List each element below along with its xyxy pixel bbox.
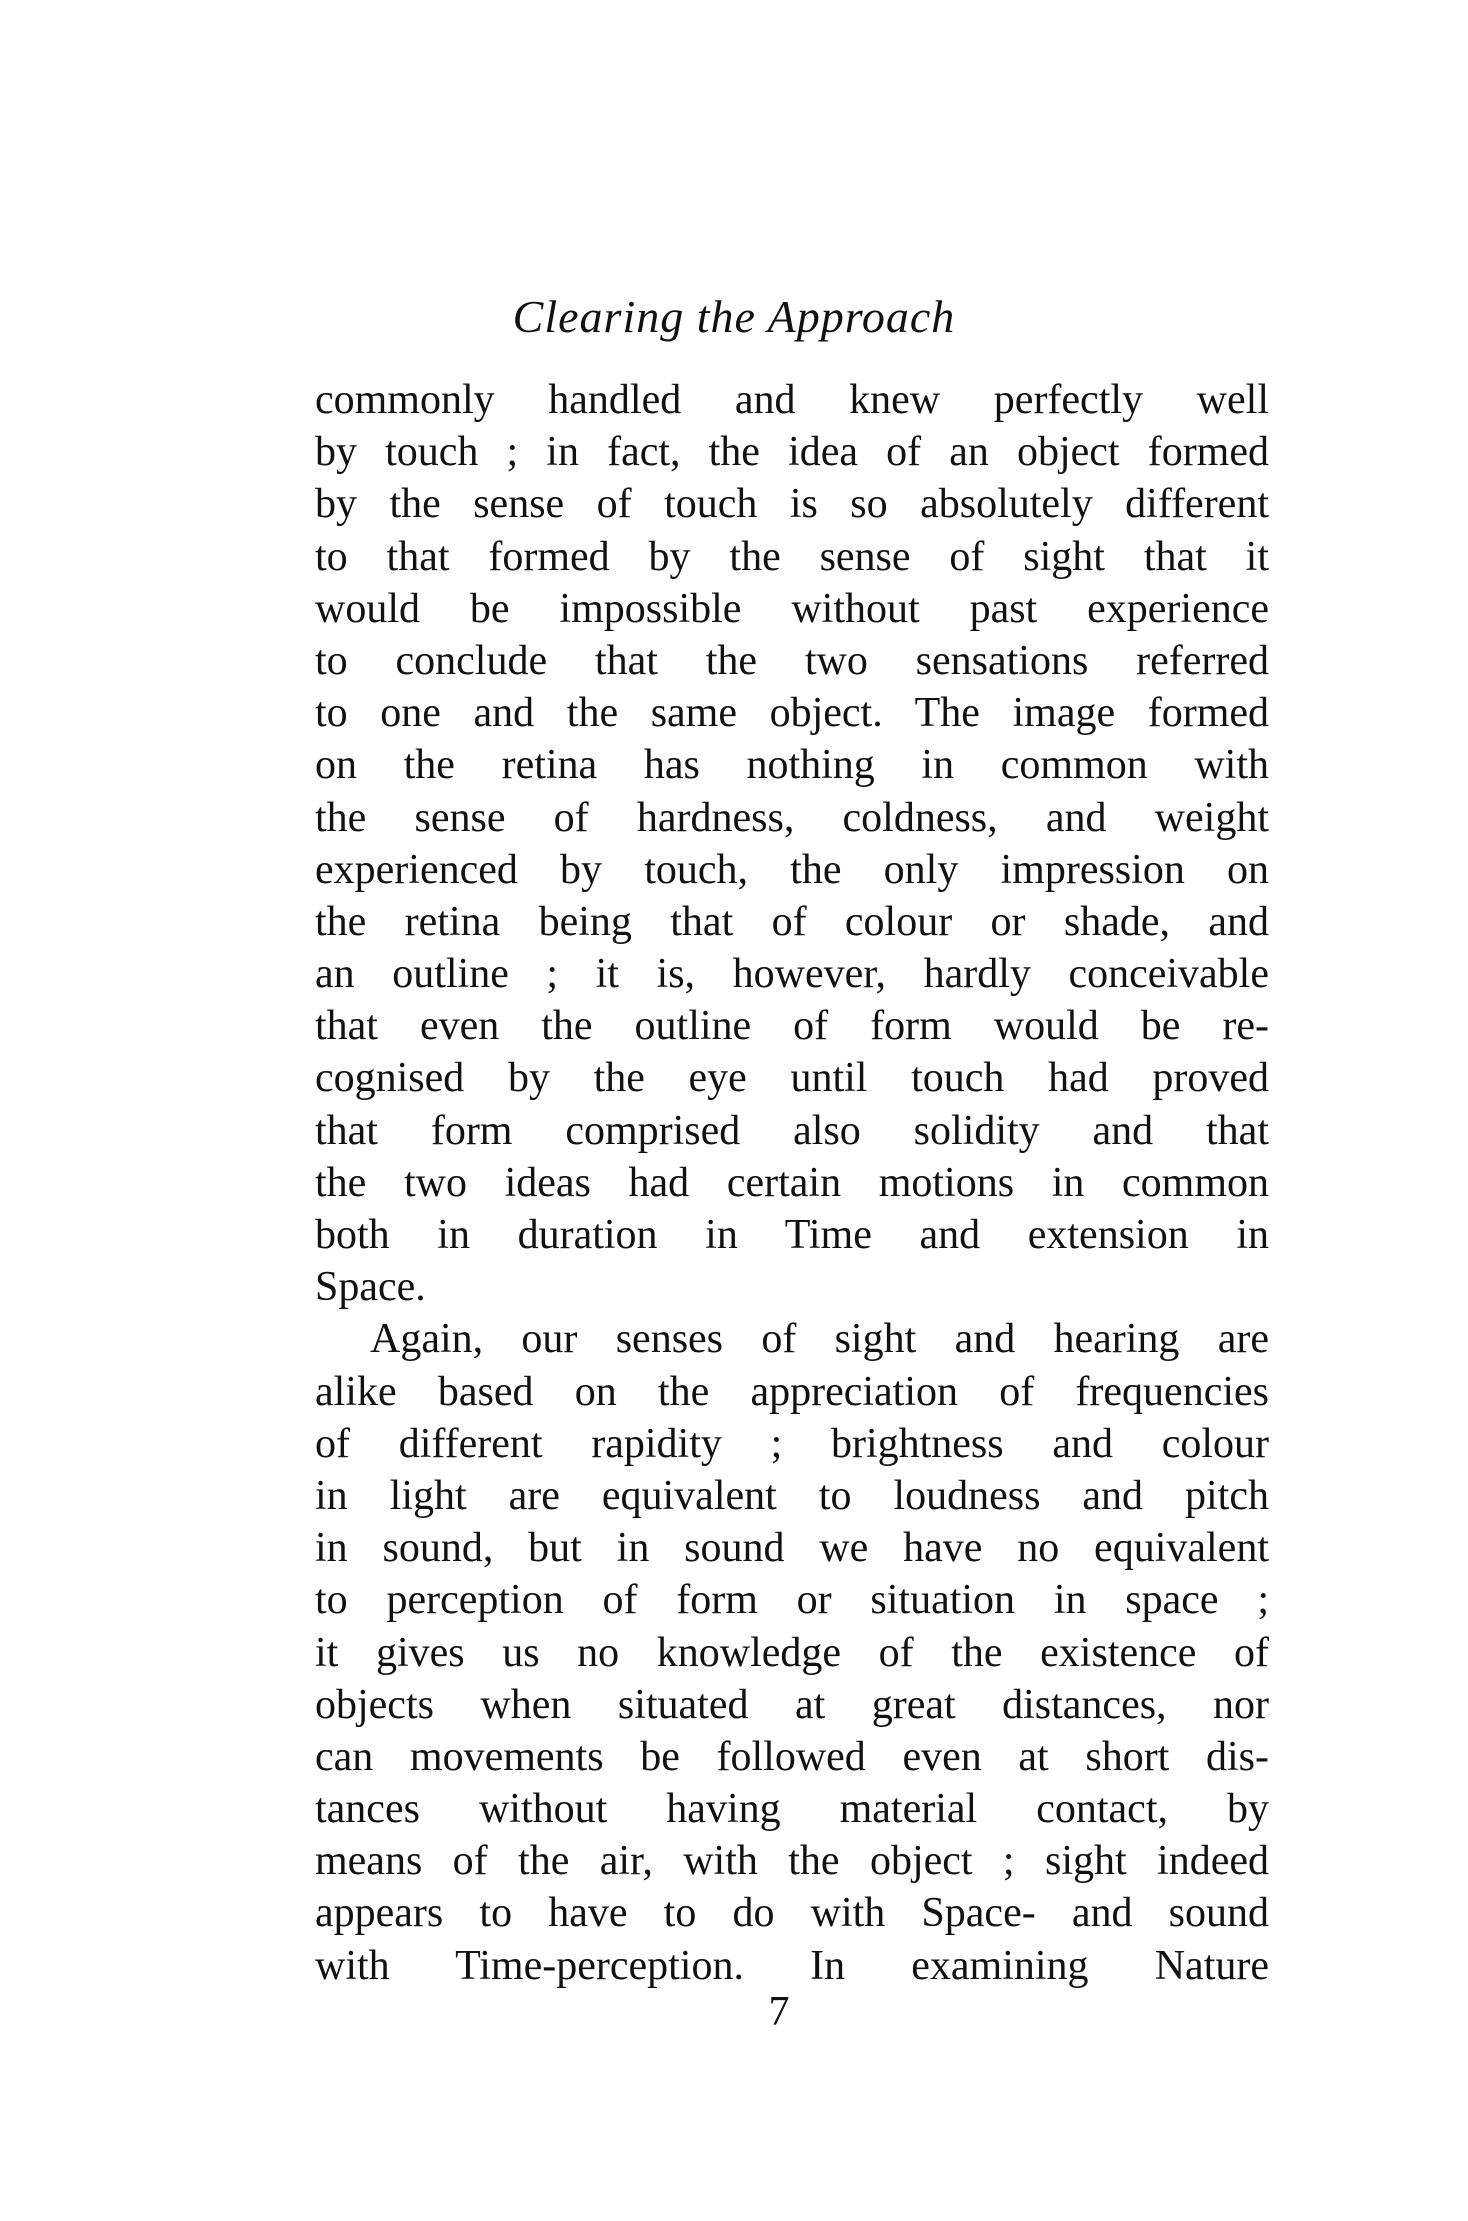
text-line: an outline ; it is, however, hardly conceivable: [315, 951, 1269, 998]
text-line: to conclude that the two sensations referred: [315, 637, 1269, 684]
page-number: 7: [768, 1989, 790, 2035]
text-line: commonly handled and knew perfectly well: [315, 377, 1269, 423]
text-line: objects when situated at great distances, nor: [315, 1681, 1269, 1728]
body-text: [315, 374, 1269, 1992]
text-line: Space.: [315, 1264, 426, 1311]
text-line: to perception of form or situation in space ;: [315, 1577, 1269, 1624]
text-line: in sound, but in sound we have no equivalent: [315, 1525, 1269, 1572]
text-line: the sense of hardness, coldness, and weight: [315, 794, 1269, 841]
running-header: Clearing the Approach: [512, 291, 956, 342]
text-line: alike based on the appreciation of frequencies: [315, 1368, 1269, 1415]
text-line: by the sense of touch is so absolutely different: [315, 481, 1269, 528]
text-line: it gives us no knowledge of the existence of: [315, 1629, 1269, 1676]
text-line: the retina being that of colour or shade, and: [315, 898, 1269, 945]
text-line: tances without having material contact, by: [315, 1786, 1269, 1833]
text-line: Again, our senses of sight and hearing are: [370, 1316, 1269, 1363]
text-line: means of the air, with the object ; sight indeed: [315, 1838, 1269, 1885]
text-line: by touch ; in fact, the idea of an object formed: [315, 429, 1269, 476]
text-line: on the retina has nothing in common with: [315, 742, 1269, 789]
text-line: would be impossible without past experience: [315, 585, 1269, 632]
text-line: appears to have to do with Space- and sound: [315, 1890, 1269, 1937]
text-line: with Time-perception. In examining Nature: [315, 1942, 1269, 1989]
text-line: to one and the same object. The image formed: [315, 690, 1269, 737]
text-line: that even the outline of form would be re-: [315, 1003, 1269, 1050]
text-line: in light are equivalent to loudness and pitch: [315, 1472, 1269, 1519]
text-line: can movements be followed even at short dis-: [315, 1733, 1269, 1780]
text-line: that form comprised also solidity and that: [315, 1107, 1269, 1154]
text-line: experienced by touch, the only impression on: [315, 846, 1269, 893]
text-line: cognised by the eye until touch had proved: [315, 1055, 1269, 1102]
text-line: the two ideas had certain motions in common: [315, 1159, 1269, 1206]
text-line: of different rapidity ; brightness and colour: [315, 1420, 1269, 1467]
text-line: both in duration in Time and extension in: [315, 1212, 1269, 1258]
text-line: to that formed by the sense of sight that it: [315, 533, 1269, 580]
